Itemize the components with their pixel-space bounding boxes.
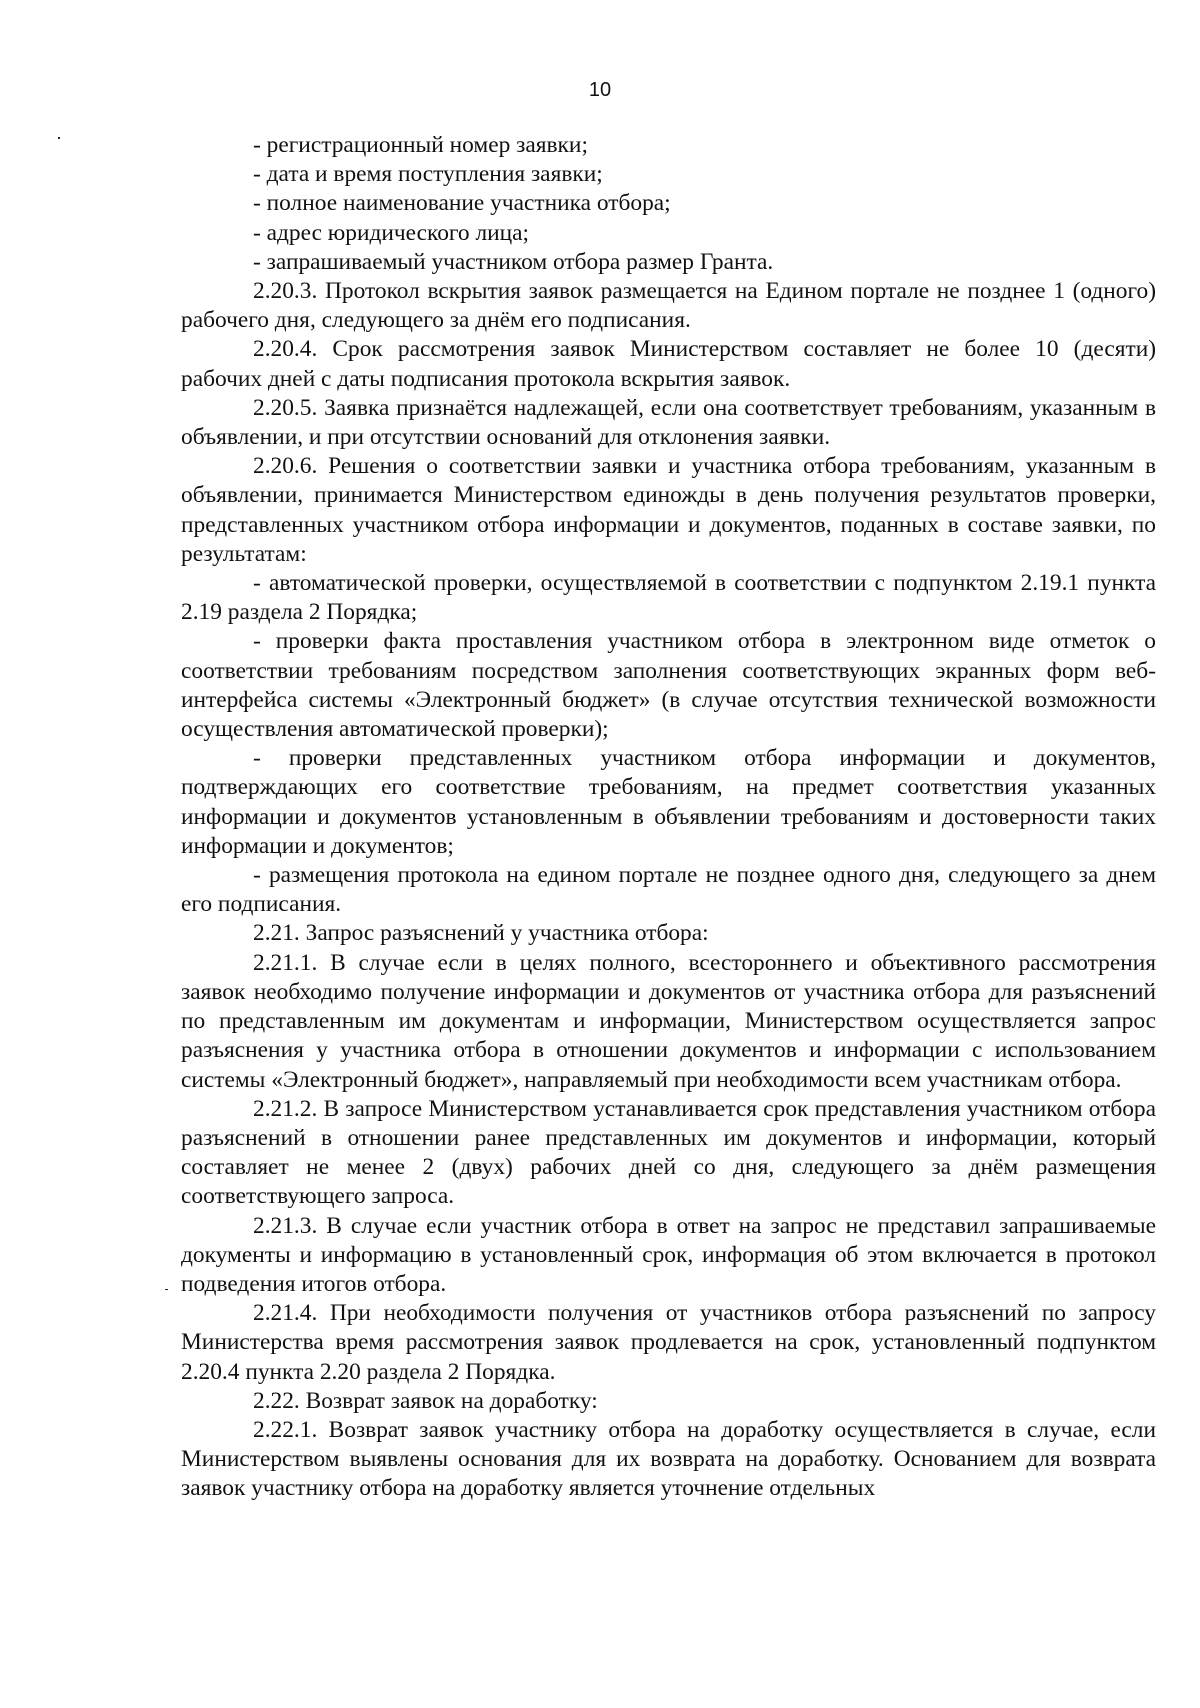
list-item-date-time: - дата и время поступления заявки; <box>253 161 603 188</box>
section-2-22-heading: 2.22. Возврат заявок на доработку: <box>253 1387 598 1414</box>
clause-2-20-3: 2.20.3. Протокол вскрытия заявок размещается на Едином портале не позднее 1 (одного) рабочего дня, следующего за днём его подписания. <box>181 278 1156 334</box>
list-item-legal-address: - адрес юридического лица; <box>253 219 530 246</box>
clause-2-20-4: 2.20.4. Срок рассмотрения заявок Министерством составляет не более 10 (десяти) рабочих дней с даты подписания протокола вскрытия заявок. <box>181 336 1156 392</box>
scan-artifact-dot <box>58 137 60 139</box>
list-item-automatic-check: - автоматической проверки, осуществляемой в соответствии с подпунктом 2.19.1 пункта 2.19 раздела 2 Порядка; <box>181 570 1156 626</box>
clause-2-20-5: 2.20.5. Заявка признаётся надлежащей, если она соответствует требованиям, указанным в объявлении, и при отсутствии оснований для отклонения заявки. <box>181 394 1156 451</box>
list-item-grant-amount: - запрашиваемый участником отбора размер Гранта. <box>253 248 774 275</box>
clause-2-21-2: 2.21.2. В запросе Министерством устанавливается срок представления участником отбора разъяснений в отношении ранее представленных им документов и информации, который составляет не менее 2 (двух) рабочих дней со дня, следующего за днём размещения соответствующего запроса. <box>181 1095 1156 1210</box>
list-item-registration-number: - регистрационный номер заявки; <box>253 132 588 158</box>
list-item-electronic-marks-check: - проверки факта проставления участником отбора в электронном виде отметок о соответствии требованиям посредством заполнения соответствующих экранных форм веб-интерфейса системы «Электронный бюджет» (в случае отсутствия технической возможности осуществления автоматической проверки); <box>181 628 1156 743</box>
list-item-protocol-publication: - размещения протокола на едином портале не позднее одного дня, следующего за днем его подписания. <box>181 862 1156 918</box>
clause-2-21-1: 2.21.1. В случае если в целях полного, всестороннего и объективного рассмотрения заявок необходимо получение информации и документов от участника отбора для разъяснений по представленным им документам и информации, Министерством осуществляется запрос разъяснения у участника отбора в отношении документов и информации с использованием системы «Электронный бюджет», направляемый при необходимости всем участникам отбора. <box>181 949 1156 1093</box>
page-number: 10 <box>588 79 612 101</box>
clause-2-21-4: 2.21.4. При необходимости получения от участников отбора разъяснений по запросу Министерства время рассмотрения заявок продлевается на срок, установленный подпунктом 2.20.4 пункта 2.20 раздела 2 Порядка. <box>181 1300 1156 1385</box>
list-item-documents-check: - проверки представленных участником отбора информации и документов, подтверждающих его соответствие требованиям, на предмет соответствия указанных информации и документов установленным в объявлении требованиям и достоверности таких информации и документов; <box>181 745 1156 859</box>
section-2-21-heading: 2.21. Запрос разъяснений у участника отбора: <box>253 920 709 947</box>
clause-2-21-3: 2.21.3. В случае если участник отбора в ответ на запрос не представил запрашиваемые документы и информацию в установленный срок, информация об этом включается в протокол подведения итогов отбора. <box>181 1212 1156 1297</box>
clause-2-20-6: 2.20.6. Решения о соответствии заявки и участника отбора требованиям, указанным в объявлении, принимается Министерством единожды в день получения результатов проверки, представленных участником отбора информации и документов, поданных в составе заявки, по результатам: <box>181 453 1156 567</box>
scan-artifact-dash <box>165 1289 168 1290</box>
list-item-full-name: - полное наименование участника отбора; <box>253 190 671 217</box>
clause-2-22-1: 2.22.1. Возврат заявок участнику отбора на доработку осуществляется в случае, если Министерством выявлены основания для их возврата на доработку. Основанием для возврата заявок участнику отбора на доработку является уточнение отдельных <box>181 1416 1156 1502</box>
document-body <box>181 131 1156 1504</box>
